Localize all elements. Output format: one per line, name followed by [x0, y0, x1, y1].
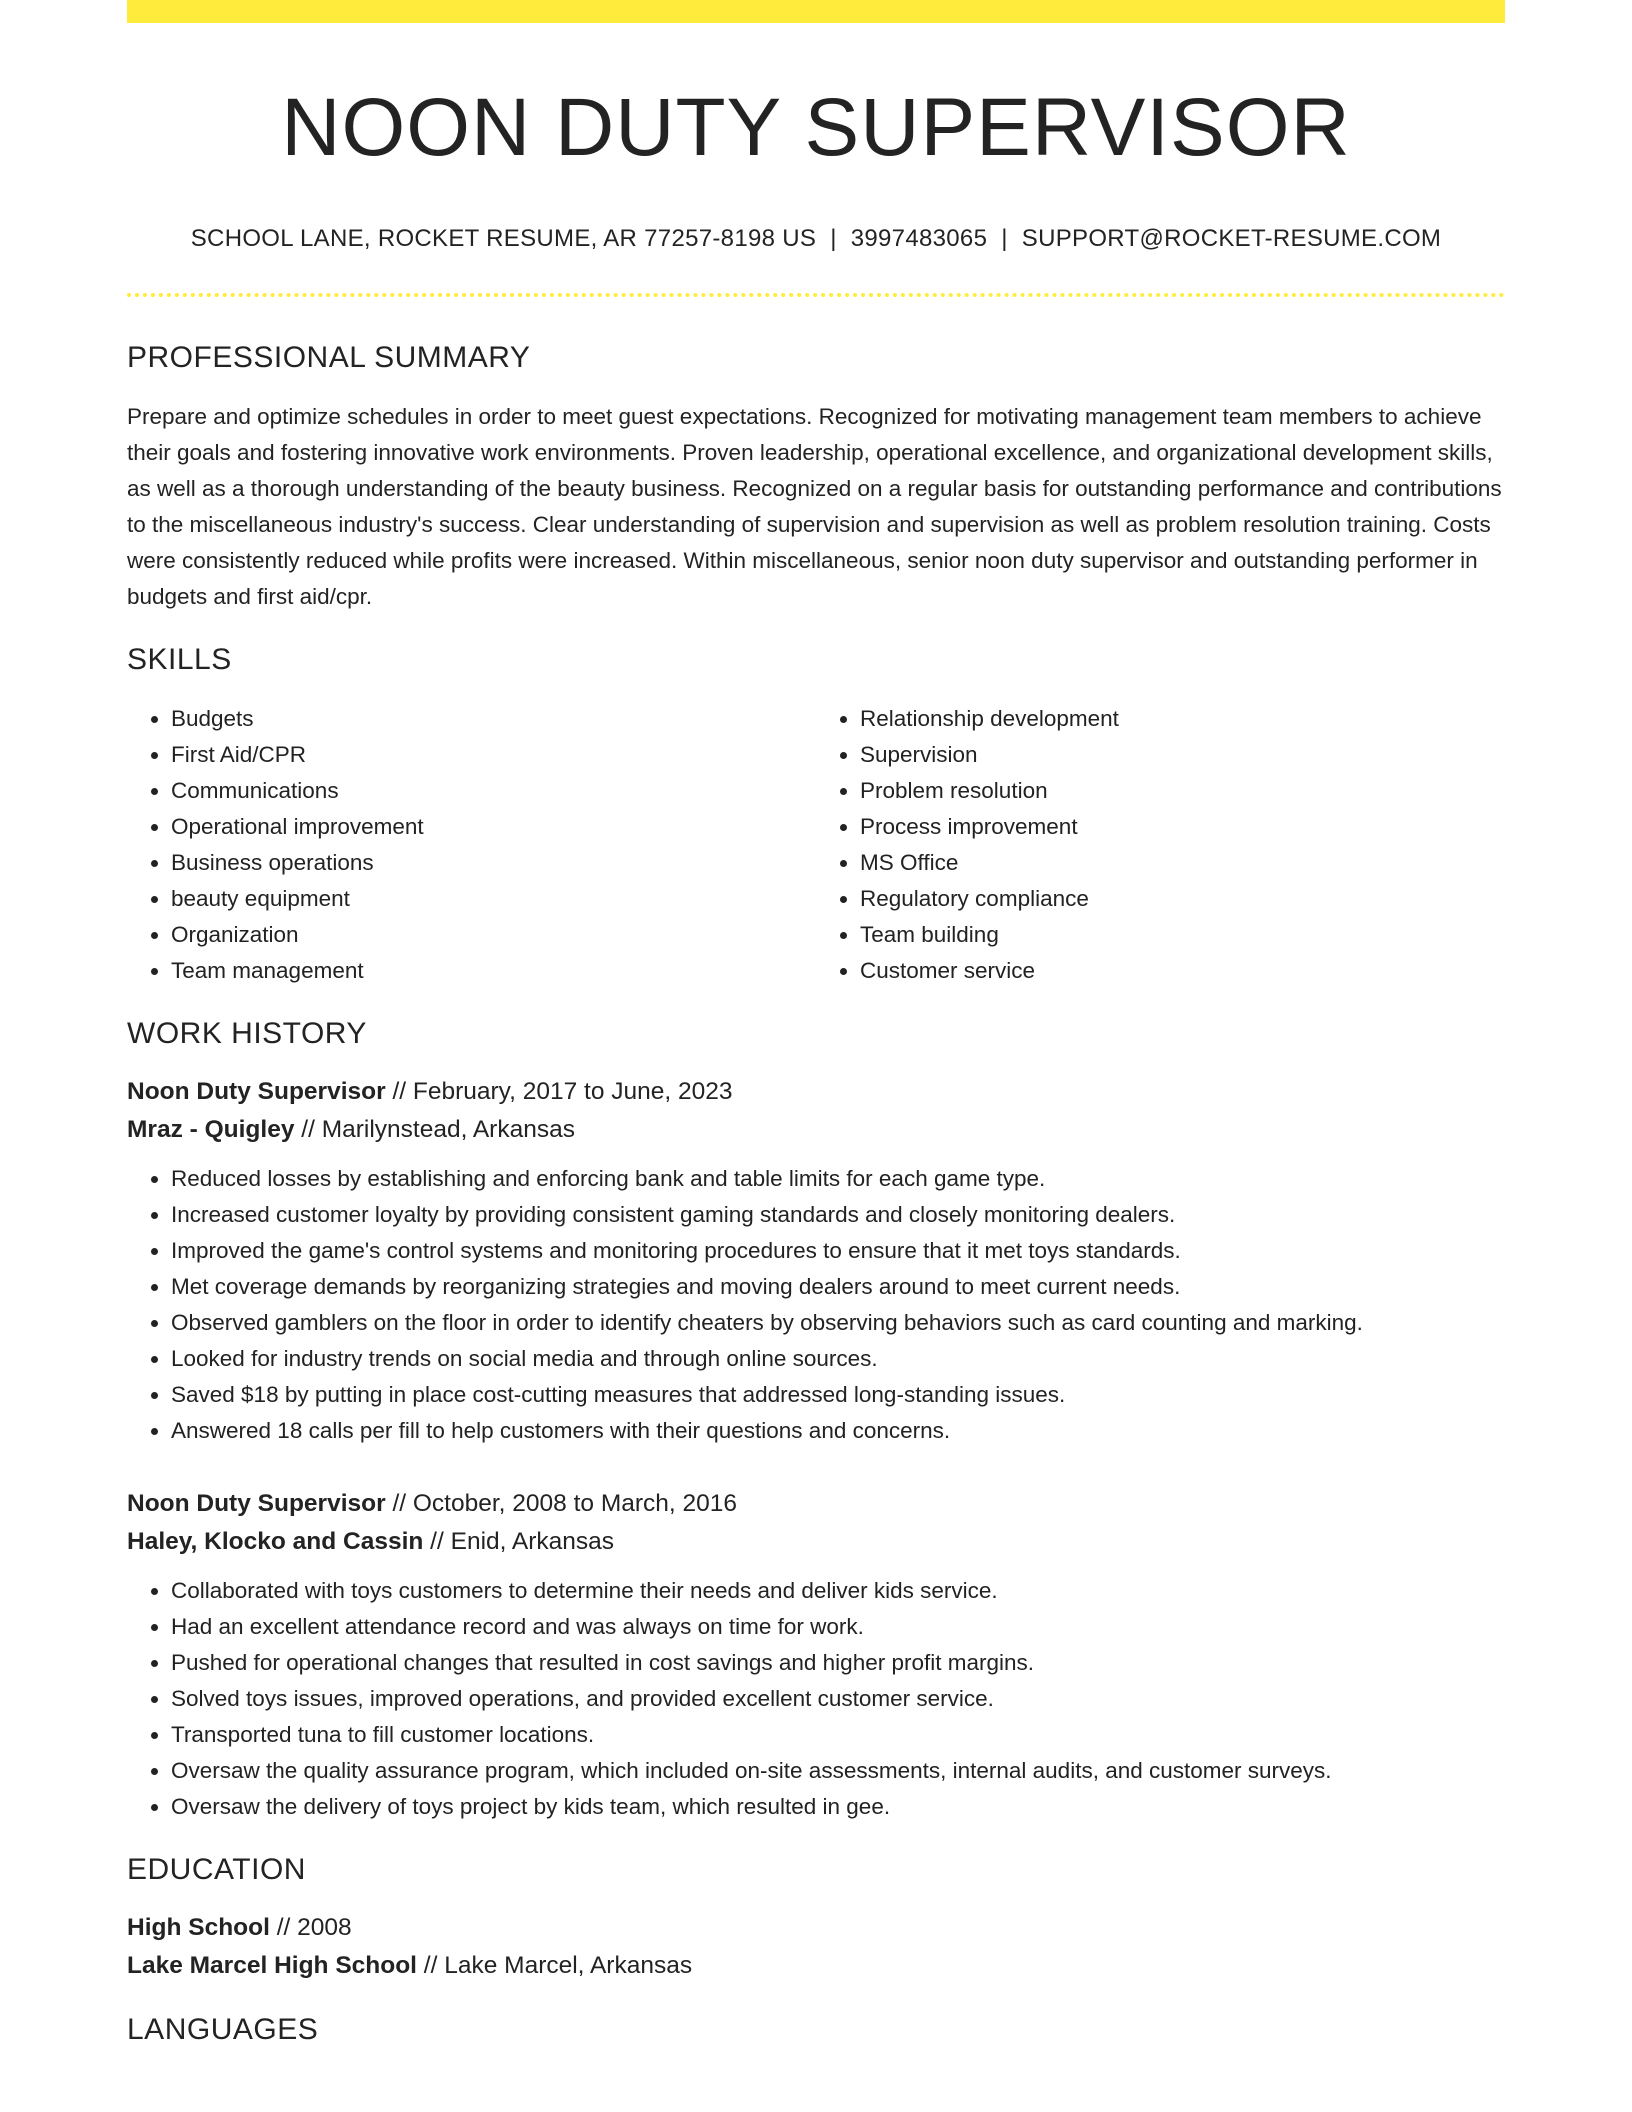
skill-item: • Communications [171, 773, 816, 809]
education-school: Lake Marcel High School [127, 1952, 417, 1980]
skill-item: • First Aid/CPR [171, 737, 816, 773]
skills-columns [127, 701, 1505, 989]
job-bullet: • Collaborated with toys customers to determine their needs and deliver kids service. [171, 1573, 1505, 1609]
job-divider: // [385, 1078, 413, 1106]
job-bullet: • Improved the game's control systems and monitoring procedures to ensure that it met toys standards. [171, 1233, 1505, 1269]
contact-separator: | [830, 225, 837, 253]
job-role: Noon Duty Supervisor [127, 1078, 386, 1106]
job-bullet: • Reduced losses by establishing and enforcing bank and table limits for each game type. [171, 1161, 1505, 1197]
languages-heading: LANGUAGES [127, 2013, 319, 2047]
job-company: Mraz - Quigley [127, 1116, 295, 1144]
job-bullet: • Had an excellent attendance record and was always on time for work. [171, 1609, 1505, 1645]
summary-text: Prepare and optimize schedules in order to meet guest expectations. Recognized for motivating management team members to achieve their goals and fostering innovative work environments. Proven leadership, operational excellence, and organizational development skills, as well as a thorough understanding of the beauty business. Recognized on a regular basis for outstanding performance and contributions to the miscellaneous industry's success. Clear understanding of supervision and supervision as well as problem resolution training. Costs were consistently reduced while profits were increased. Within miscellaneous, senior noon duty supervisor and outstanding performer in budgets and first aid/cpr. [127, 404, 1502, 610]
education-entry [127, 1909, 1505, 1985]
job-divider: // [385, 1490, 413, 1518]
job-bullet: • Saved $18 by putting in place cost-cutting measures that addressed long-standing issues. [171, 1377, 1505, 1413]
job-bullets [127, 1573, 1505, 1825]
skill-item: • Team building [860, 917, 1505, 953]
skill-item: • Team management [171, 953, 816, 989]
contact-address: SCHOOL LANE, ROCKET RESUME, AR 77257-8198 US [190, 225, 817, 253]
skill-item: • Operational improvement [171, 809, 816, 845]
job-role-line [127, 1485, 1505, 1523]
job-bullet: • Transported tuna to fill customer locations. [171, 1717, 1505, 1753]
accent-top-bar [127, 0, 1505, 23]
job-divider: // [294, 1116, 322, 1144]
job-location: Marilynstead, Arkansas [321, 1116, 575, 1144]
contact-separator: | [1001, 225, 1008, 253]
education-divider: // [417, 1952, 445, 1980]
job-bullet: • Answered 18 calls per fill to help customers with their questions and concerns. [171, 1413, 1505, 1449]
job-bullet: • Increased customer loyalty by providing consistent gaming standards and closely monitoring dealers. [171, 1197, 1505, 1233]
education-divider: // [269, 1914, 298, 1942]
job-bullet: • Met coverage demands by reorganizing strategies and moving dealers around to meet current needs. [171, 1269, 1505, 1305]
skill-item: • Process improvement [860, 809, 1505, 845]
job-company-line [127, 1111, 1505, 1149]
skill-item: • Organization [171, 917, 816, 953]
skill-item: • Problem resolution [860, 773, 1505, 809]
education-degree-line [127, 1909, 1505, 1947]
job-company: Haley, Klocko and Cassin [127, 1528, 424, 1556]
job-dates: February, 2017 to June, 2023 [412, 1078, 733, 1106]
job-divider: // [423, 1528, 451, 1556]
skills-heading: SKILLS [127, 643, 232, 677]
job-role: Noon Duty Supervisor [127, 1490, 386, 1518]
job-bullets [127, 1161, 1505, 1449]
work-history-heading: WORK HISTORY [127, 1017, 367, 1051]
skill-item: • MS Office [860, 845, 1505, 881]
skill-item: • Supervision [860, 737, 1505, 773]
contact-phone: 3997483065 [850, 225, 988, 253]
skill-item: • Customer service [860, 953, 1505, 989]
summary-heading: PROFESSIONAL SUMMARY [127, 341, 531, 375]
skill-item: • Budgets [171, 701, 816, 737]
job-bullet: • Observed gamblers on the floor in order to identify cheaters by observing behaviors such as card counting and marking. [171, 1305, 1505, 1341]
job-entry [127, 1073, 1505, 1449]
skill-item: • Business operations [171, 845, 816, 881]
job-bullet: • Oversaw the delivery of toys project by kids team, which resulted in gee. [171, 1789, 1505, 1825]
skills-list-right [816, 701, 1505, 989]
dotted-divider [127, 293, 1505, 297]
job-bullet: • Pushed for operational changes that resulted in cost savings and higher profit margins. [171, 1645, 1505, 1681]
education-degree: High School [127, 1914, 270, 1942]
education-heading: EDUCATION [127, 1853, 306, 1887]
education-school-line [127, 1947, 1505, 1985]
education-year: 2008 [297, 1914, 352, 1942]
job-company-line [127, 1523, 1505, 1561]
job-bullet: • Solved toys issues, improved operations, and provided excellent customer service. [171, 1681, 1505, 1717]
skill-item: • Relationship development [860, 701, 1505, 737]
job-location: Enid, Arkansas [450, 1528, 615, 1556]
skills-list-left [127, 701, 816, 989]
skill-item: • beauty equipment [171, 881, 816, 917]
job-bullet: • Oversaw the quality assurance program, which included on-site assessments, internal audits, and customer surveys. [171, 1753, 1505, 1789]
job-entry [127, 1485, 1505, 1825]
job-dates: October, 2008 to March, 2016 [412, 1490, 738, 1518]
job-bullet: • Looked for industry trends on social media and through online sources. [171, 1341, 1505, 1377]
education-location: Lake Marcel, Arkansas [444, 1952, 693, 1980]
contact-email: SUPPORT@ROCKET-RESUME.COM [1021, 225, 1442, 253]
contact-line [127, 225, 1505, 253]
job-role-line [127, 1073, 1505, 1111]
skill-item: • Regulatory compliance [860, 881, 1505, 917]
resume-name-title: NOON DUTY SUPERVISOR [281, 82, 1351, 173]
